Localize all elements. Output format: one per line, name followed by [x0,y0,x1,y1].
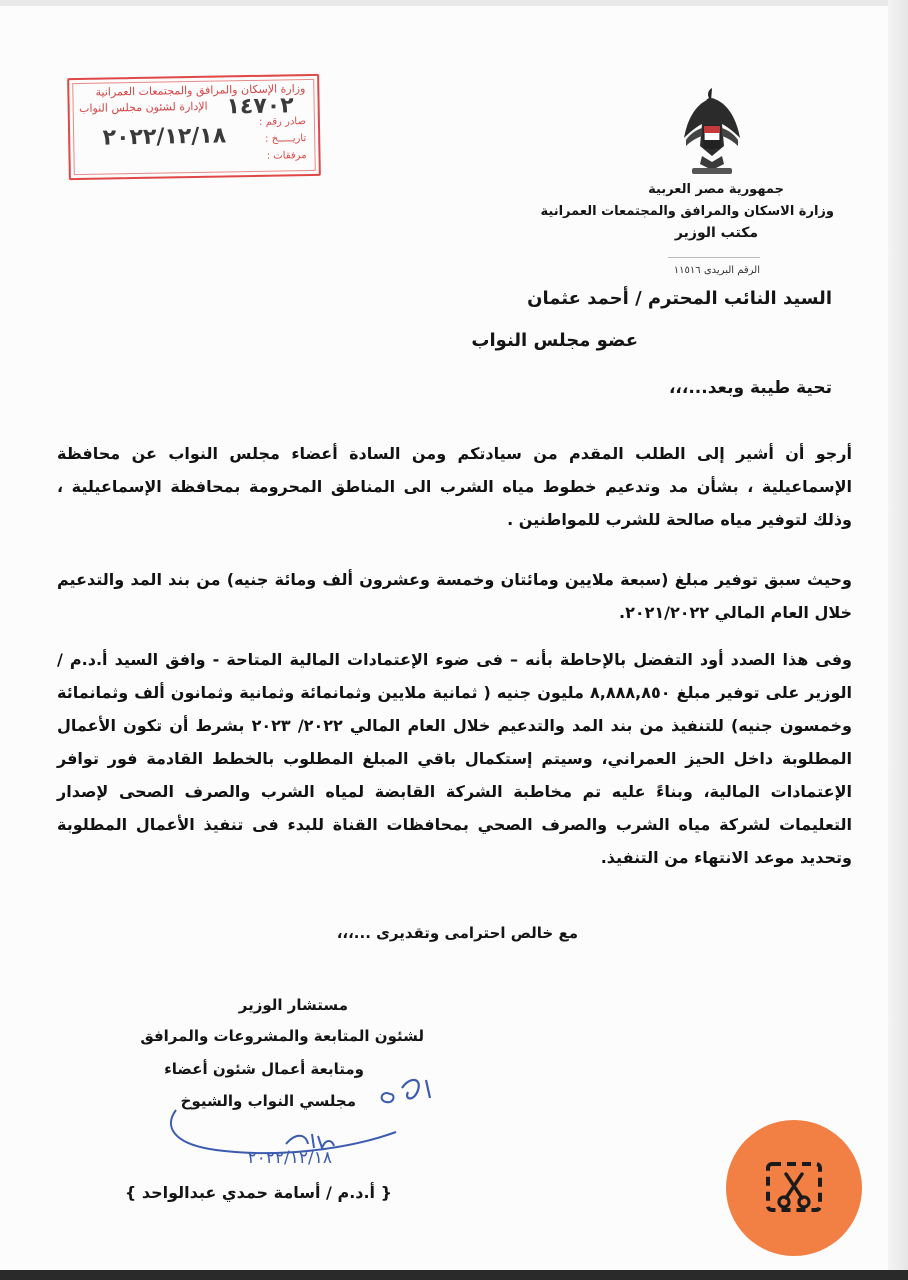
crop-scissors-button[interactable] [726,1120,862,1256]
incoming-stamp [67,74,321,180]
handwritten-date: ٢٠٢٢/١٢/١٨ [247,1148,332,1168]
stamp-office: الإدارة لشئون مجلس النواب [78,99,208,116]
eagle-emblem-icon [680,86,744,178]
recipient-line-2: عضو مجلس النواب [471,330,638,351]
signature-title-3: ومتابعة أعمال شئون أعضاء [164,1060,364,1078]
signatory-name: { أ.د.م / أسامة حمدي عبدالواحد } [124,1183,392,1202]
stamp-issued-number: ١٤٧٠٢ [226,93,294,120]
header-rule [668,257,760,258]
stamp-ministry: وزارة الإسكان والمرافق والمجتمعات العمرانية [95,82,306,99]
greeting: تحية طيبة وبعد...،،، [668,378,832,398]
header-office: مكتب الوزير [674,225,758,241]
paragraph-2: وحيث سبق توفير مبلغ (سبعة ملايين ومائتان وخمسة وعشرون ألف ومائة جنيه) من بند المد والتدعيم خلال العام المالي ٢٠٢١/٢٠٢٢. [57,570,852,622]
stamp-date-label: تاريـــــخ : [265,133,307,145]
stamp-attachments-label: مرفقات : [266,150,307,162]
header-postal-code: الرقم البريدى ١١٥١٦ [673,265,760,276]
crop-scissors-icon [764,1158,824,1218]
stamp-issued-label: صادر رقم : [259,116,307,128]
signature-title-1: مستشار الوزير [238,996,348,1014]
stamp-date-value: ٢٠٢٢/١٢/١٨ [102,123,227,151]
page-right-edge [888,0,908,1270]
header-ministry: وزارة الاسكان والمرافق والمجتمعات العمرانية [540,204,834,219]
paragraph-3: وفى هذا الصدد أود التفضل بالإحاطة بأنه – فى ضوء الإعتمادات المالية المتاحة - وافق السيد أ.د.م / الوزير على توفير مبلغ ٨,٨٨٨,٨٥٠ مليون جنيه ( ثمانية ملايين وثمانمائة وثمانية وثمانون ألف وثمانمائة وخمسون جنيه) للتنفيذ من بند المد والتدعيم خلال العام المالي ٢٠٢٢/ ٢٠٢٣ بشرط أن تكون الأعمال المطلوبة داخل الحيز العمراني، وسيتم إستكمال باقي المبلغ المطلوب بالخطط القادمة فور توافر الإعتمادات المالية، وبناءً عليه تم مخاطبة الشركة القابضة لمياه الشرب والصرف الصحى لإصدار التعليمات لشركة مياه الشرب والصرف الصحي بمحافظات القناة للبدء فى تنفيذ الأعمال المطلوبة وتحديد موعد الانتهاء من التنفيذ. [57,650,853,867]
paragraph-1: أرجو أن أشير إلى الطلب المقدم من سيادتكم ومن السادة أعضاء مجلس النواب عن محافظة الإسماعيلية ، بشأن مد وتدعيم خطوط مياه الشرب الى المناطق المحرومة بمحافظة الإسماعيلية ، وذلك لتوفير مياه صالحة للشرب للمواطنين . [57,444,852,529]
closing: مع خالص احترامى وتقديرى ...،،، [336,924,578,942]
signature-title-2: لشئون المتابعة والمشروعات والمرافق [140,1027,424,1045]
header-republic: جمهورية مصر العربية [648,182,784,197]
page-top-edge [0,0,908,6]
screen-bottom-bar [0,1270,908,1280]
signature-title-4: مجلسي النواب والشيوخ [180,1092,356,1110]
recipient-line-1: السيد النائب المحترم / أحمد عثمان [527,288,832,309]
